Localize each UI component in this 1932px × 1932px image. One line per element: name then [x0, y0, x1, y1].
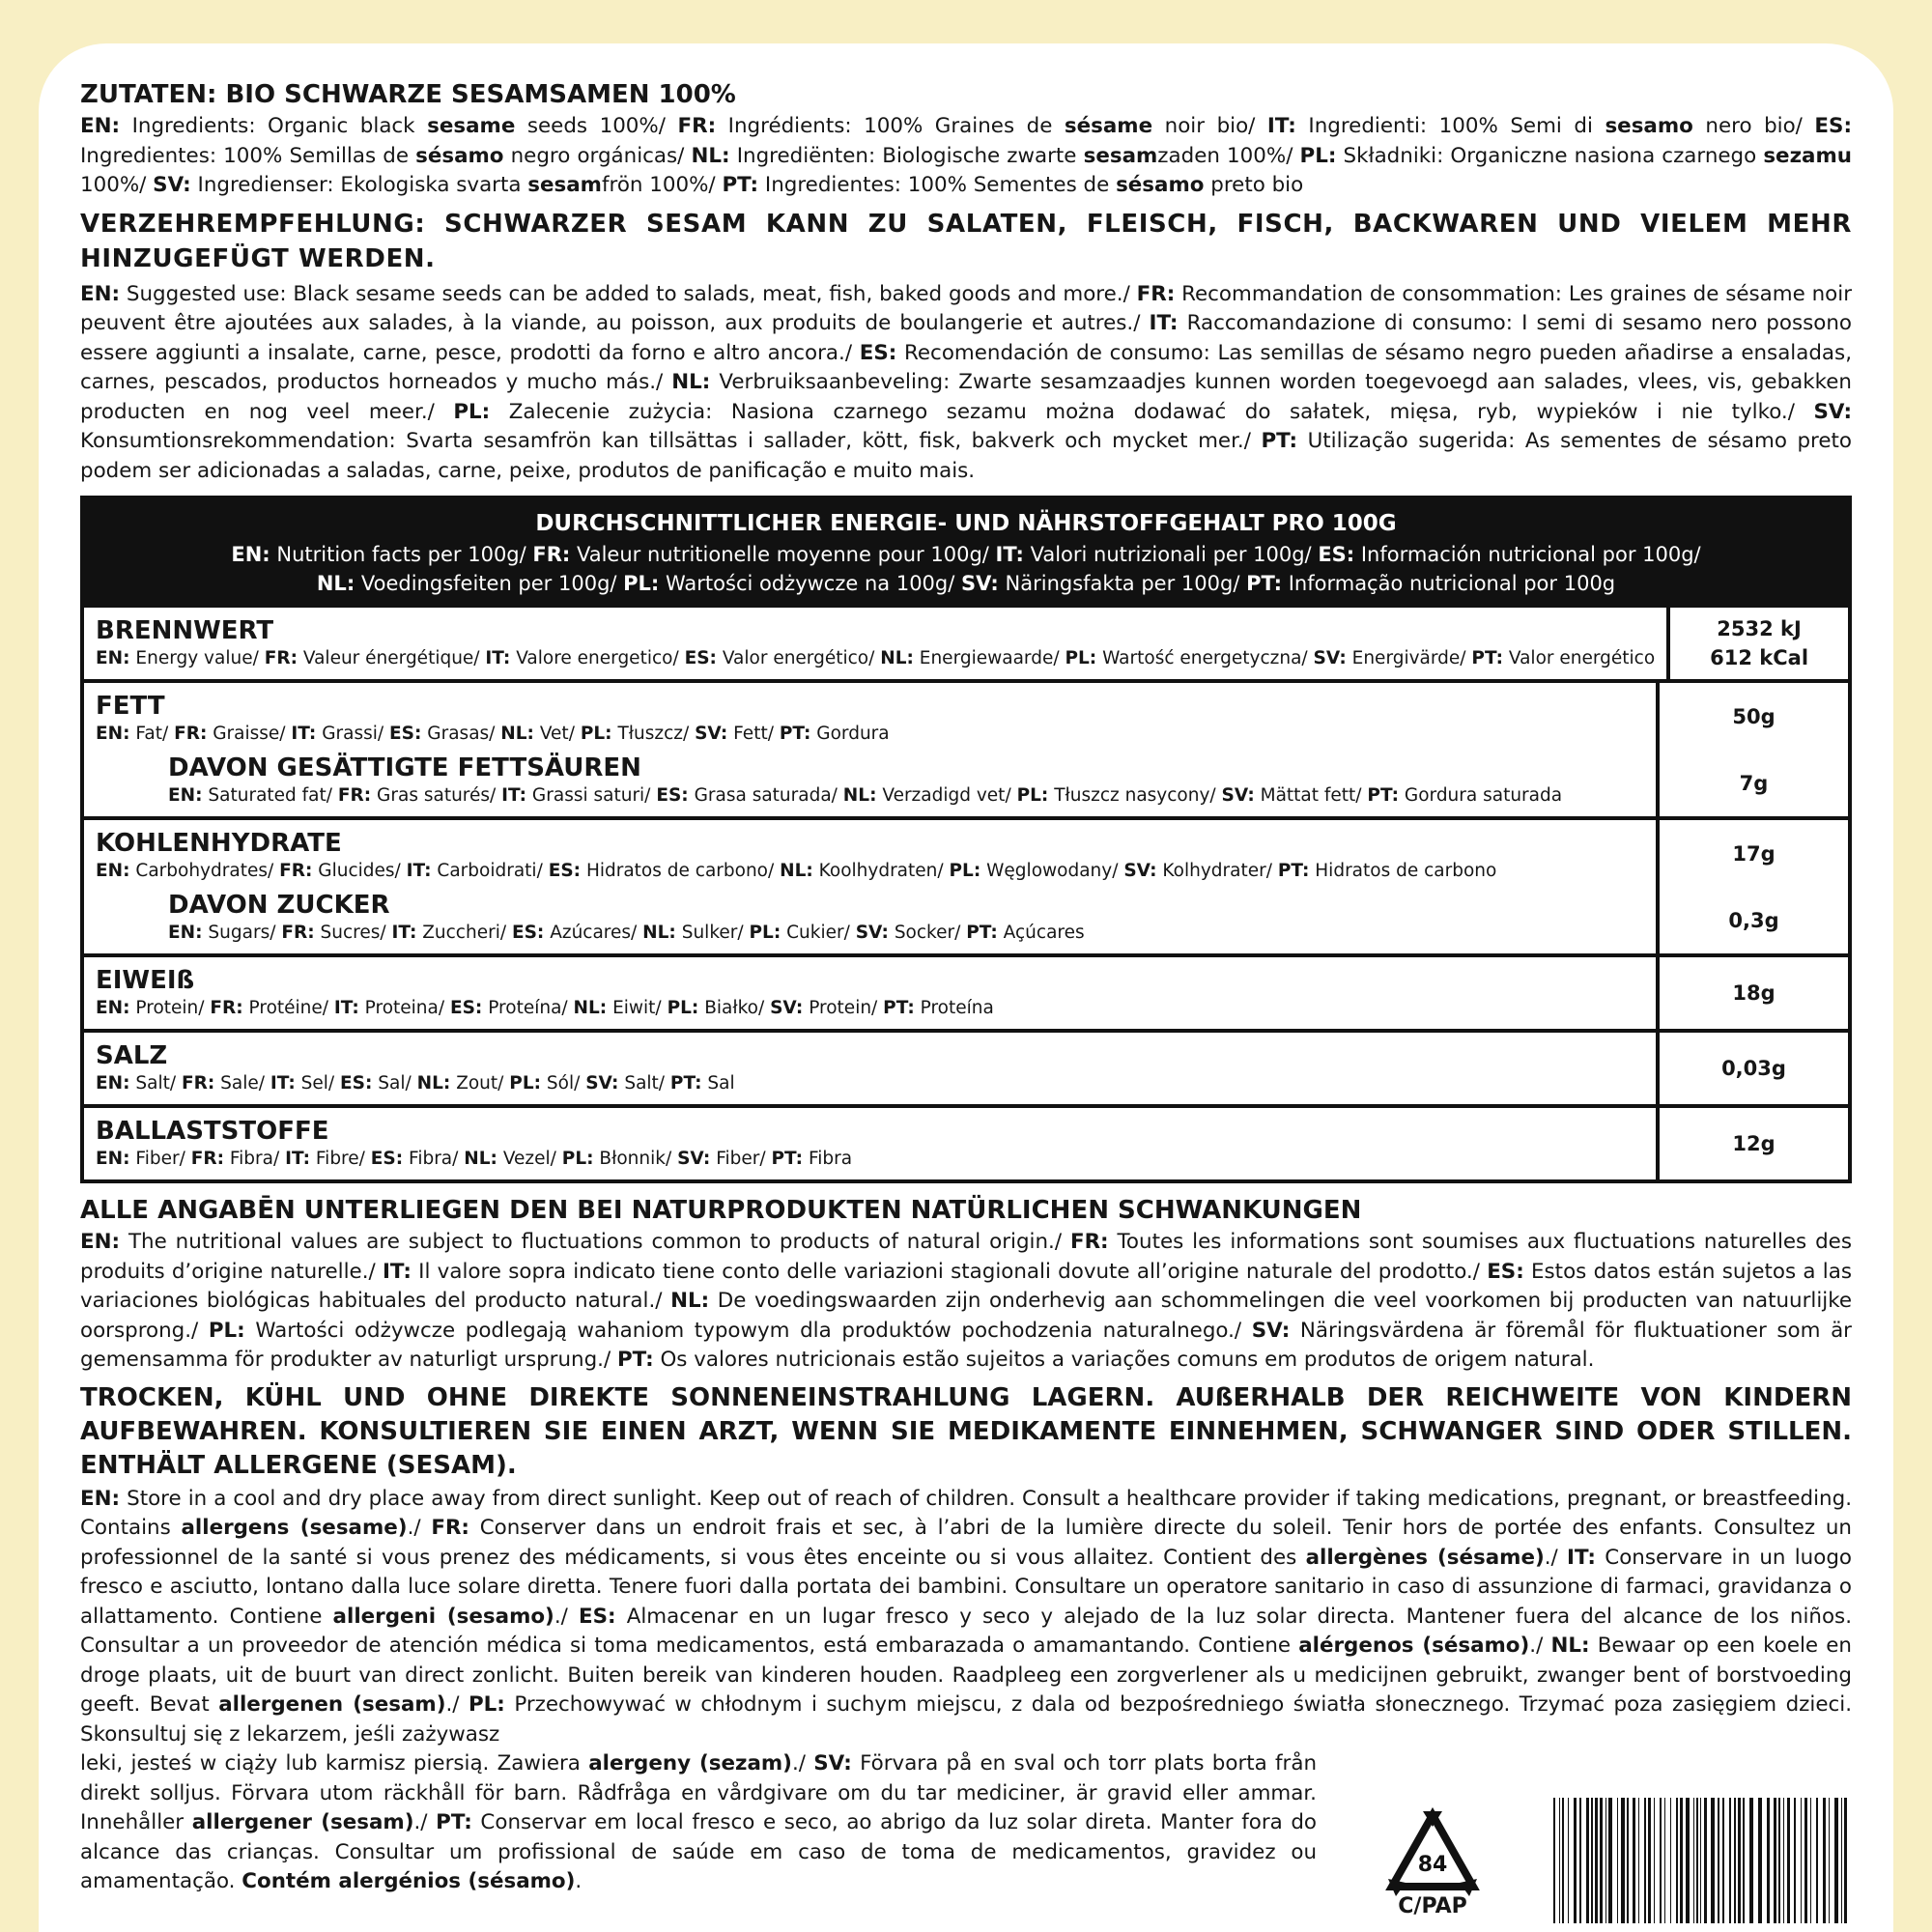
barcode-bar [1600, 1798, 1603, 1923]
barcode-bar [1711, 1798, 1715, 1923]
barcode-bar [1595, 1798, 1598, 1923]
barcode-bar [1693, 1798, 1694, 1923]
barcode-bar [1633, 1798, 1635, 1923]
barcode-bar [1729, 1798, 1731, 1923]
nutrient-value: 50g [1732, 704, 1776, 728]
recycle-number: 84 [1417, 1853, 1448, 1877]
nutrient-value: 12g [1732, 1132, 1776, 1155]
barcode-bar [1829, 1798, 1830, 1923]
recycle-code: C/PAP [1398, 1894, 1467, 1918]
variation-section [80, 1193, 1852, 1376]
nutrient-label-cell [84, 683, 1660, 816]
barcode-bar [1660, 1798, 1662, 1923]
barcode-bar [1704, 1798, 1707, 1923]
storage-title: TROCKEN, KÜHL UND OHNE DIREKTE SONNENEINSTRAHLUNG LAGERN. AUßERHALB DER REICHWEITE VON KINDERN AUFBEWAHREN. KONSULTIEREN SIE EINEN ARZT, WENN SIE MEDIKAMENTE EINNEHMEN, SCHWANGER SIND ODER STILLEN. ENTHÄLT ALLERGENE (SESAM). [80, 1382, 1852, 1480]
nutrient-sub-value: 0,3g [1728, 908, 1779, 932]
nutrient-name: EIWEIß [96, 966, 195, 995]
barcode-bar [1738, 1798, 1741, 1923]
usage-title: VERZEHREMPFEHLUNG: SCHWARZER SESAM KANN ZU SALATEN, FLEISCH, FISCH, BACKWAREN UND VIELEM MEHR HINZUGEFÜGT WERDEN. [80, 209, 1852, 273]
usage-section [80, 207, 1852, 487]
barcode-bar [1804, 1798, 1807, 1923]
barcode-bar [1722, 1798, 1724, 1923]
nutrient-translations: EN: Protein/ FR: Protéine/ IT: Proteina/ ES: Proteína/ NL: Eiwit/ PL: Białko/ SV: Protein/ PT: Proteína [96, 998, 994, 1018]
nutrient-value-cell [1660, 1033, 1848, 1104]
nutrient-value-cell [1660, 820, 1848, 953]
nutrient-value-cell [1660, 957, 1848, 1029]
nutrient-name: FETT [96, 692, 165, 721]
nutrient-label-cell [84, 608, 1670, 679]
barcode-bar [1696, 1798, 1698, 1923]
nutrition-row [84, 816, 1848, 953]
barcode-bar [1664, 1798, 1665, 1923]
nutrient-value: 0,03g [1721, 1057, 1786, 1080]
barcode-bar [1844, 1798, 1847, 1923]
barcode-bar [1680, 1798, 1683, 1923]
barcode-bar [1574, 1798, 1577, 1923]
variation-text: EN: The nutritional values are subject to fluctuations common to products of natural origin./ FR: Toutes les informations sont soumises aux fluctuations naturelles des produits d’origine naturelle./ IT: Il valore sopra indicato tiene conto delle variazioni stagionali dovute all’origine naturale del prodotto./ ES: Estos datos están sujetos a las variaciones biológicas habituales del producto natural./ NL: De voedingswaarden zijn onderhevig aan schommelingen die veel voorkomen bij producten van natuurlijke oorsprong./ PL: Wartości odżywcze podlegają wahaniom typowym dla produktów pochodzenia naturalnego./ SV: Näringsvärdena är föremål för fluktuationer som är gemensamma för produkter av naturligt ursprung./ PT: Os valores nutricionais estão sujeitos a variações comuns em produtos de origem natural. [80, 1230, 1852, 1372]
nutrient-name: BALLASTSTOFFE [96, 1117, 329, 1146]
nutrient-translations: EN: Fiber/ FR: Fibra/ IT: Fibre/ ES: Fibra/ NL: Vezel/ PL: Błonnik/ SV: Fiber/ PT: Fibra [96, 1149, 853, 1169]
nutrition-header [84, 499, 1848, 608]
barcode-bar [1562, 1798, 1564, 1923]
nutrient-label-cell [84, 820, 1660, 953]
nutrition-title: DURCHSCHNITTLICHER ENERGIE- UND NÄHRSTOFFGEHALT PRO 100G [535, 511, 1397, 536]
nutrient-value-cell [1670, 608, 1848, 679]
barcode-bar [1621, 1798, 1625, 1923]
barcode-bar [1810, 1798, 1811, 1923]
barcode-bar [1783, 1798, 1784, 1923]
barcode-bar [1778, 1798, 1780, 1923]
nutrient-translations: EN: Energy value/ FR: Valeur énergétique/ IT: Valore energetico/ ES: Valor energético/ NL: Energiewaarde/ PL: Wartość energetyczna/ SV: Energivärde/ PT: Valor energético [96, 648, 1656, 668]
barcode-bar [1787, 1798, 1790, 1923]
variation-title: ALLE ANGABĒN UNTERLIEGEN DEN BEI NATURPRODUKTEN NATÜRLICHEN SCHWANKUNGEN [80, 1196, 1362, 1225]
nutrition-rows [84, 608, 1848, 1179]
nutrition-table [80, 496, 1852, 1183]
nutrient-value: 17g [1732, 841, 1776, 866]
barcode-bar [1605, 1798, 1606, 1923]
nutrient-translations: EN: Fat/ FR: Graisse/ IT: Grassi/ ES: Grasas/ NL: Vet/ PL: Tłuszcz/ SV: Fett/ PT: Gordura [96, 724, 890, 744]
nutrient-subrow [96, 890, 1644, 946]
nutrient-sub-translations: EN: Sugars/ FR: Sucres/ IT: Zuccheri/ ES: Azúcares/ NL: Sulker/ PL: Cukier/ SV: Socker/ PT: Açúcares [168, 923, 1085, 943]
ingredients-section [80, 77, 1852, 201]
storage-text-narrow: leki, jesteś w ciąży lub karmisz piersią. Zawiera alergeny (sezam)./ SV: Förvara på en sval och torr plats borta från direkt solljus. Förvara utom räckhåll för barn. Rådfråga en vårdgivare om du tar mediciner, är gravid eller ammar. Innehåller allergener (sesam)./ PT: Conservar em local fresco e seco, ao abrigo da luz solar direta. Manter fora do alcance das crianças. Consultar um profissional de saúde em caso de toma de medicamentos, gravidez ou amamentação. Contém alergénios (sésamo). [80, 1751, 1318, 1893]
barcode-bar [1579, 1798, 1581, 1923]
nutrition-subtitle-1: EN: Nutrition facts per 100g/ FR: Valeur nutritionelle moyenne pour 100g/ IT: Valori nutrizionali per 100g/ ES: Información nutricional por 100g/ [231, 543, 1701, 566]
barcode-bar [1823, 1798, 1826, 1923]
storage-bottom [80, 1749, 1852, 1918]
nutrient-label-cell [84, 957, 1660, 1029]
nutrient-sub-value: 7g [1739, 771, 1769, 795]
barcode-bar [1767, 1798, 1770, 1923]
barcode-bar [1586, 1798, 1589, 1923]
barcode-bar [1686, 1798, 1690, 1923]
barcode-bar [1638, 1798, 1639, 1923]
nutrition-row [84, 608, 1848, 679]
barcode-bar [1608, 1798, 1612, 1923]
nutrient-sub-name: DAVON ZUCKER [168, 891, 390, 920]
ingredients-text: EN: Ingredients: Organic black sesame seeds 100%/ FR: Ingrédients: 100% Graines de sésame noir bio/ IT: Ingredienti: 100% Semi di sesamo nero bio/ ES: Ingredientes: 100% Semillas de sésamo negro orgánicas/ NL: Ingrediënten: Biologische zwarte sesamzaden 100%/ PL: Składniki: Organiczne nasiona czarnego sezamu 100%/ SV: Ingredienser: Ekologiska svarta sesamfrön 100%/ PT: Ingredientes: 100% Sementes de sésamo preto bio [80, 114, 1852, 197]
barcode-bar [1743, 1798, 1745, 1923]
label-content [80, 77, 1853, 1918]
nutrition-row [84, 1029, 1848, 1104]
barcode-bar [1718, 1798, 1719, 1923]
barcode-bar [1734, 1798, 1736, 1923]
recycling-symbol [1355, 1807, 1510, 1918]
barcode-bar [1676, 1798, 1678, 1923]
barcode-bar [1617, 1798, 1618, 1923]
nutrient-name: BRENNWERT [96, 616, 274, 645]
nutrient-name: KOHLENHYDRATE [96, 829, 342, 858]
barcode-bar [1841, 1798, 1842, 1923]
barcode-bar [1654, 1798, 1655, 1923]
barcode-icon [1553, 1798, 1853, 1923]
nutrition-row [84, 679, 1848, 816]
nutrient-subrow [96, 753, 1644, 809]
nutrient-value: 612 kCal [1710, 646, 1809, 669]
barcode-bar [1834, 1798, 1838, 1923]
nutrient-value-cell [1660, 1108, 1848, 1179]
nutrient-value: 2532 kJ [1717, 617, 1802, 640]
ingredients-title: ZUTATEN: BIO SCHWARZE SESAMSAMEN 100% [80, 80, 736, 109]
nutrient-value-cell [1660, 683, 1848, 816]
nutrition-row [84, 953, 1848, 1029]
recycle-triangle-icon [1384, 1807, 1481, 1896]
nutrient-sub-name: DAVON GESÄTTIGTE FETTSÄUREN [168, 753, 641, 782]
barcode-bar [1749, 1798, 1753, 1923]
barcode-bar [1553, 1798, 1555, 1923]
barcode-bar [1627, 1798, 1629, 1923]
barcode-bar [1559, 1798, 1560, 1923]
barcode-bar [1644, 1798, 1646, 1923]
barcode-bar [1774, 1798, 1776, 1923]
barcode-bar [1758, 1798, 1762, 1923]
nutrient-label-cell [84, 1033, 1660, 1104]
barcode-bar [1591, 1798, 1593, 1923]
nutrient-value: 18g [1732, 981, 1776, 1005]
nutrient-label-cell [84, 1108, 1660, 1179]
barcode-bar [1816, 1798, 1818, 1923]
storage-text: EN: Store in a cool and dry place away from direct sunlight. Keep out of reach of children. Consult a healthcare provider if taking medications, pregnant, or breastfeeding. Contains allergens (sesame)./ FR: Conserver dans un endroit frais et sec, à l’abri de la lumière directe du soleil. Tenir hors de portée des enfants. Consultez un professionnel de la santé si vous prenez des médicaments, si vous êtes enceinte ou si vous allaitez. Contient des allergènes (sésame)./ IT: Conservare in un luogo fresco e asciutto, lontano dalla luce solare diretta. Tenere fuori dalla portata dei bambini. Consultare un operatore sanitario in caso di assunzione di farmaci, gravidanza o allattamento. Contiene allergeni (sesamo)./ ES: Almacenar en un lugar fresco y seco y alejado de la luz solar directa. Mantener fuera del alcance de los niños. Consultar a un proveedor de atención médica si toma medicamentos, está embarazada o amamantando. Contiene alérgenos (sésamo)./ NL: Bewaar op een koele en droge plaats, uit de buurt van direct zonlicht. Buiten bereik van kinderen houden. Raadpleeg een zorgverlener als u medicijnen gebruikt, zwanger bent of borstvoeding geeft. Bevat allergenen (sesam)./ PL: Przechowywać w chłodnym i suchym miejscu, z dala od bezpośredniego światła słonecznego. Trzymać poza zasięgiem dzieci. Skonsultuj się z lekarzem, jeśli zażywasz [80, 1486, 1852, 1747]
barcode-bar [1801, 1798, 1802, 1923]
storage-section [80, 1381, 1852, 1918]
nutrient-name: SALZ [96, 1041, 168, 1070]
barcode-bar [1568, 1798, 1569, 1923]
nutrition-row [84, 1104, 1848, 1179]
usage-text: EN: Suggested use: Black sesame seeds can be added to salads, meat, fish, baked goods and more./ FR: Recommandation de consommation: Les graines de sésame noir peuvent être ajoutées aux salades, à la viande, au poisson, aux produits de boulangerie et autres./ IT: Raccomandazione di consumo: I semi di sesamo nero possono essere aggiunti a insalate, carne, pesce, prodotti da forno e altro ancora./ ES: Recomendación de consumo: Las semillas de sésamo negro pueden añadirse a ensaladas, carnes, pescados, productos horneados y mucho más./ NL: Verbruiksaanbeveling: Zwarte sesamzaadjes kunnen worden toegevoegd aan salades, vlees, vis, gebakken producten en nog veel meer./ PL: Zalecenie zużycia: Nasiona czarnego sezamu można dodawać do sałatek, mięsa, ryb, wypieków i nie tylko./ SV: Konsumtionsrekommendation: Svarta sesamfrön kan tillsättas i sallader, kött, fisk, bakverk och mycket mer./ PT: Utilização sugerida: As sementes de sésamo preto podem ser adicionadas a saladas, carne, peixe, produtos de panificação e muito mais. [80, 281, 1853, 483]
nutrient-sub-translations: EN: Saturated fat/ FR: Gras saturés/ IT: Grassi saturi/ ES: Grasa saturada/ NL: Verzadigd vet/ PL: Tłuszcz nasycony/ SV: Mättat fett/ PT: Gordura saturada [168, 785, 1563, 806]
barcode-bar [1670, 1798, 1671, 1923]
barcode-bar [1794, 1798, 1796, 1923]
barcode-bar [1648, 1798, 1651, 1923]
nutrient-translations: EN: Carbohydrates/ FR: Glucides/ IT: Carboidrati/ ES: Hidratos de carbono/ NL: Koolhydraten/ PL: Węglowodany/ SV: Kolhydrater/ PT: Hidratos de carbono [96, 861, 1497, 881]
nutrition-subtitle-2: NL: Voedingsfeiten per 100g/ PL: Wartości odżywcze na 100g/ SV: Näringsfakta per 100g/ PT: Informação nutricional por 100g [316, 572, 1616, 595]
barcode-bar [1700, 1798, 1701, 1923]
nutrient-translations: EN: Salt/ FR: Sale/ IT: Sel/ ES: Sal/ NL: Zout/ PL: Sól/ SV: Salt/ PT: Sal [96, 1073, 735, 1094]
